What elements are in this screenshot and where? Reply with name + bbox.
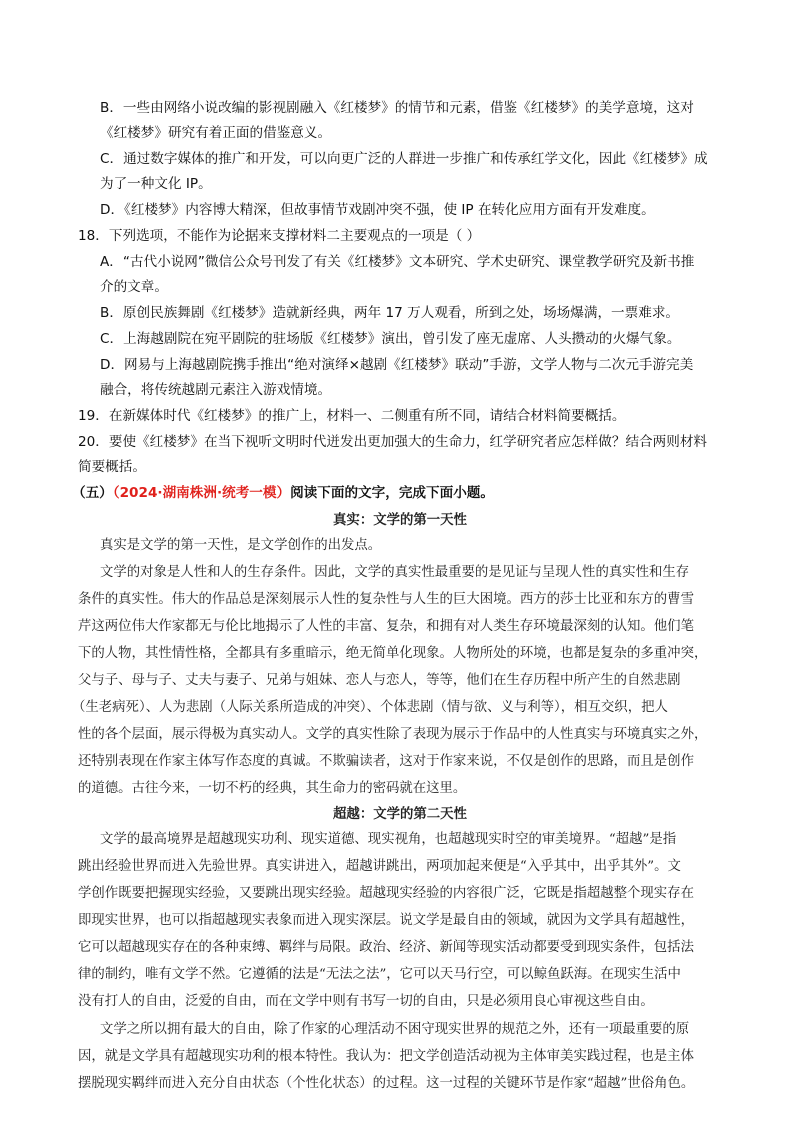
paragraph-3-line: 律的制约，唯有文学不然。它遵循的法是“无法之法”，它可以天马行空，可以鲸鱼跃海。在现实生活中 — [78, 967, 681, 982]
paragraph-2-line: 条件的真实性。伟大的作品总是深刻展示人性的复杂性与人生的巨大困境。西方的莎士比亚和东方的曹雪 — [78, 592, 694, 607]
q20-stem-line1: 20．要使《红楼梦》在当下视听文明时代迸发出更加强大的生命力，红学研究者应怎样做？结合两则材料 — [78, 434, 708, 450]
q17-option-b-line1: B．一些由网络小说改编的影视剧融入《红楼梦》的情节和元素，借鉴《红楼梦》的美学意境，这对 — [100, 100, 694, 116]
q17-option-c-line1: C．通过数字媒体的推广和开发，可以向更广泛的人群进一步推广和传承红学文化，因此《红楼梦》成 — [100, 151, 708, 167]
paragraph-3-line: 即现实世界，也可以指超越现实表象而进入现实深层。说文学是最自由的领域，就因为文学具有超越性， — [78, 913, 694, 928]
section-number: （五） — [72, 485, 113, 501]
q18-option-d-line1: D．网易与上海越剧院携手推出“绝对演绎×越剧《红楼梦》联动”手游，文学人物与二次元手游完美 — [100, 357, 694, 373]
paragraph-2-line: 还特别表现在作家主体写作态度的真诚。不欺骗读者，这对于作家来说，不仅是创作的思路，而且是创作 — [78, 754, 694, 769]
paragraph-3-line: 没有打人的自由，泛爱的自由，而在文学中则有书写一切的自由，只是必须用良心审视这些自由。 — [78, 994, 654, 1009]
q18-option-b: B．原创民族舞剧《红楼梦》造就新经典，两年 17 万人观看，所到之处，场场爆满，一票难求。 — [100, 305, 680, 321]
article-title-2: 超越：文学的第二天性 — [333, 806, 467, 822]
q17-option-b-line2: 《红楼梦》研究有着正面的借鉴意义。 — [100, 125, 332, 141]
section-instruction: 阅读下面的文字，完成下面小题。 — [290, 485, 494, 501]
section-source: （2024·湖南株洲·统考一模） — [112, 485, 291, 501]
q20-stem-line2: 简要概括。 — [78, 459, 146, 475]
q17-option-c-line2: 为了一种文化 IP。 — [100, 176, 212, 192]
paragraph-2-line: 文学的对象是人性和人的生存条件。因此，文学的真实性最重要的是见证与呈现人性的真实性和生存 — [100, 565, 690, 580]
q18-option-d-line2: 融合，将传统越剧元素注入游戏情境。 — [100, 382, 332, 398]
q17-option-d-line1: D．《红楼梦》内容博大精深，但故事情节戏剧冲突不强，使 IP 在转化应用方面有开发难度。 — [100, 202, 655, 218]
paragraph-2-line: （生老病死）、人为悲剧（人际关系所造成的冲突）、个体悲剧（情与欲、义与利等），相互交织，把人 — [72, 700, 668, 715]
q18-option-c: C．上海越剧院在宛平剧院的驻场版《红楼梦》演出，曾引发了座无虚席、人头攒动的火爆气象。 — [100, 331, 681, 347]
paragraph-2-line: 下的人物，其性情性格，全都具有多重暗示，绝无简单化现象。人物所处的环境，也都是复杂的多重冲突， — [78, 646, 708, 661]
paragraph-3-line: 它可以超越现实存在的各种束缚、羁绊与局限。政治、经济、新闻等现实活动都要受到现实条件，包括法 — [78, 940, 694, 955]
paragraph-2-line: 芹这两位伟大作家都无与伦比地揭示了人性的丰富、复杂，和拥有对人类生存环境最深刻的认知。他们笔 — [78, 619, 694, 634]
article-title-1: 真实：文学的第一天性 — [333, 512, 467, 528]
paragraph-4-line: 因，就是文学具有超越现实功利的根本特性。我认为：把文学创造活动视为主体审美实践过程，也是主体 — [78, 1049, 694, 1064]
section-heading — [72, 483, 494, 503]
q18-option-a-line1: A．“古代小说网”微信公众号刊发了有关《红楼梦》文本研究、学术史研究、课堂教学研究及新书推 — [100, 254, 695, 270]
q19-stem: 19．在新媒体时代《红楼梦》的推广上，材料一、二侧重有所不同，请结合材料简要概括。 — [78, 408, 626, 424]
paragraph-3-line: 文学的最高境界是超越现实功利、现实道德、现实视角，也超越现实时空的审美境界。“超越”是指 — [100, 832, 677, 847]
paragraph-2-line: 父与子、母与子、丈夫与妻子、兄弟与姐妹、恋人与恋人，等等，他们在生存历程中所产生的自然悲剧 — [78, 673, 681, 688]
q18-stem: 18．下列选项，不能作为论据来支撑材料二主要观点的一项是（ ） — [78, 228, 481, 244]
paragraph-4-line: 文学之所以拥有最大的自由，除了作家的心理活动不困守现实世界的规范之外，还有一项最重要的原 — [100, 1022, 690, 1037]
paragraph-1-line: 真实是文学的第一天性，是文学创作的出发点。 — [100, 538, 382, 553]
paragraph-4-line: 摆脱现实羁绊而进入充分自由状态（个性化状态）的过程。这一过程的关键环节是作家“超越”世俗角色。 — [78, 1076, 695, 1091]
paragraph-3-line: 跳出经验世界而进入先验世界。真实讲进入，超越讲跳出，两项加起来便是“入乎其中，出乎其外”。文 — [78, 859, 681, 874]
q18-option-a-line2: 介的文章。 — [100, 279, 168, 295]
paragraph-2-line: 的道德。古往今来，一切不朽的经典，其生命力的密码就在这里。 — [78, 781, 467, 796]
paragraph-3-line: 学创作既要把握现实经验，又要跳出现实经验。超越现实经验的内容很广泛，它既是指超越整个现实存在 — [78, 886, 694, 901]
paragraph-2-line: 性的各个层面，展示得极为真实动人。文学的真实性除了表现为展示于作品中的人性真实与环境真实之外， — [78, 727, 708, 742]
